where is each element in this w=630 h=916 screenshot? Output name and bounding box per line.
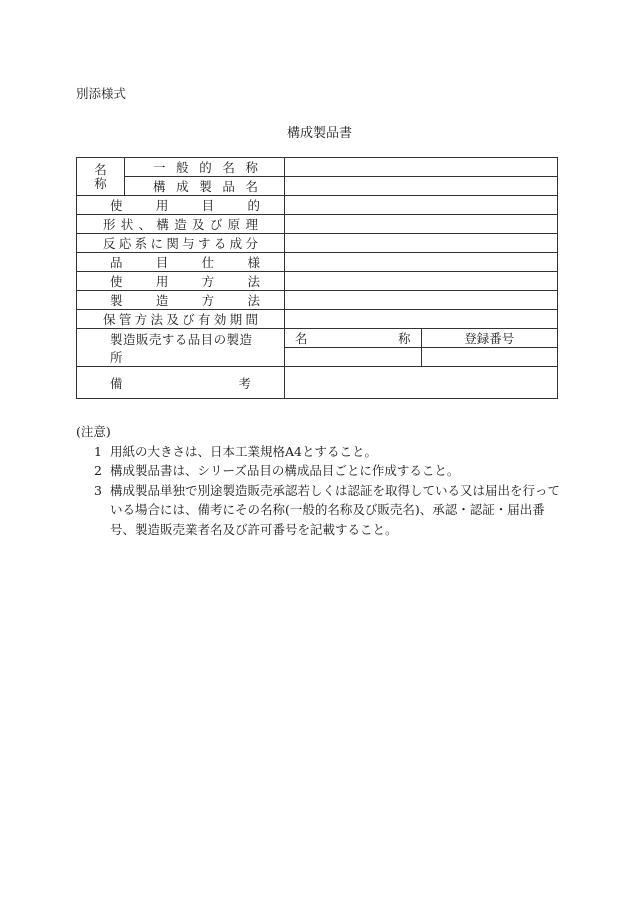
purpose-row (77, 196, 558, 215)
manufacturing-row (77, 291, 558, 310)
name-char-2: 称 (94, 175, 107, 191)
manufacturer-row (77, 329, 558, 367)
product-form-table (76, 157, 558, 399)
usage-value[interactable] (285, 272, 558, 291)
manufacturing-label: 製造方法 (77, 291, 285, 310)
general-name-row (77, 158, 558, 177)
general-name-label: 一般的名称 (125, 158, 285, 177)
manufacturing-value[interactable] (285, 291, 558, 310)
components-value[interactable] (285, 234, 558, 253)
note-item (76, 461, 565, 481)
purpose-label: 使用目的 (77, 196, 285, 215)
note-number: 1 (94, 443, 102, 459)
components-label: 反応系に関与する成分 (77, 234, 285, 253)
purpose-value[interactable] (285, 196, 558, 215)
manufacturer-subtable-cell (285, 329, 558, 367)
manufacturer-name-value[interactable] (285, 348, 421, 367)
storage-label: 保管方法及び有効期間 (77, 310, 285, 329)
note-text: 構成製品書は、シリーズ品目の構成品目ごとに作成すること。 (110, 463, 460, 478)
components-row (77, 234, 558, 253)
sub-name-left: 名 (295, 331, 308, 346)
manufacturer-subtable (285, 329, 557, 366)
storage-row (77, 310, 558, 329)
note-item (76, 481, 565, 540)
remarks-value[interactable] (285, 367, 558, 399)
name-group-cell (77, 158, 125, 196)
note-item (76, 442, 565, 462)
remarks-row (77, 367, 558, 399)
notes-section (76, 422, 565, 539)
note-text: 構成製品単独で別途製造販売承認若しくは認証を取得している又は届出を行っている場合には、備考にその名称(一般的名称及び販売名)、承認・認証・届出番号、製造販売業者名及び許可番号を記載すること。 (110, 482, 561, 537)
name-char-1: 名 (94, 161, 107, 177)
structure-label: 形状、構造及び原理 (77, 215, 285, 234)
general-name-value[interactable] (285, 158, 558, 177)
usage-label: 使用方法 (77, 272, 285, 291)
manufacturer-subheader (285, 329, 557, 348)
usage-row (77, 272, 558, 291)
sub-name-header (285, 329, 421, 348)
form-label: 別添様式 (76, 86, 127, 101)
structure-value[interactable] (285, 215, 558, 234)
note-text: 用紙の大きさは、日本工業規格A4とすること。 (110, 443, 377, 459)
document-title: 構成製品書 (287, 126, 353, 141)
notes-heading: (注意) (76, 424, 111, 439)
note-number: 2 (94, 463, 102, 478)
manufacturer-label: 製造販売する品目の製造所 (77, 329, 285, 367)
spec-label: 品目仕様 (77, 253, 285, 272)
sub-reg-no-header: 登録番号 (421, 329, 557, 348)
spec-row (77, 253, 558, 272)
note-number: 3 (94, 482, 102, 498)
manufacturer-reg-value[interactable] (421, 348, 557, 367)
product-name-label: 構成製品名 (125, 177, 285, 196)
manufacturer-entry (285, 348, 557, 367)
storage-value[interactable] (285, 310, 558, 329)
remarks-char-1: 備 (110, 375, 123, 391)
remarks-label (77, 367, 285, 399)
sub-name-right: 称 (397, 331, 411, 346)
structure-row (77, 215, 558, 234)
product-name-row (77, 177, 558, 196)
product-name-value[interactable] (285, 177, 558, 196)
spec-value[interactable] (285, 253, 558, 272)
remarks-char-2: 考 (238, 375, 251, 391)
